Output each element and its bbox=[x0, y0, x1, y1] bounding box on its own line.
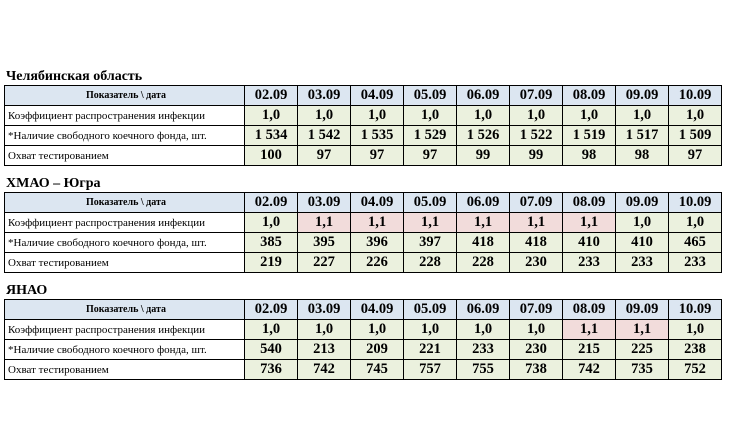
region-section-yanao bbox=[4, 283, 722, 380]
header-label-cell: Показатель \ дата bbox=[5, 86, 245, 106]
value-cell: 1,0 bbox=[351, 106, 404, 126]
date-cell: 04.09 bbox=[351, 86, 404, 106]
value-cell: 1 535 bbox=[351, 126, 404, 146]
date-cell: 03.09 bbox=[298, 193, 351, 213]
row-label: Коэффициент распространения инфекции bbox=[5, 106, 245, 126]
value-cell: 209 bbox=[351, 340, 404, 360]
region-title: Челябинская область bbox=[6, 69, 143, 84]
value-cell: 1,1 bbox=[616, 320, 669, 340]
region-section-chelyabinsk bbox=[4, 69, 722, 166]
value-cell: 1,0 bbox=[245, 320, 298, 340]
date-cell: 10.09 bbox=[669, 193, 722, 213]
region-title: ЯНАО bbox=[6, 283, 48, 298]
row-label: Охват тестированием bbox=[5, 146, 245, 166]
value-cell: 736 bbox=[245, 360, 298, 380]
value-cell: 97 bbox=[298, 146, 351, 166]
value-cell: 98 bbox=[563, 146, 616, 166]
header-label-cell: Показатель \ дата bbox=[5, 300, 245, 320]
value-cell: 228 bbox=[404, 253, 457, 273]
value-cell: 233 bbox=[616, 253, 669, 273]
date-cell: 07.09 bbox=[510, 300, 563, 320]
date-cell: 05.09 bbox=[404, 193, 457, 213]
value-cell: 1,0 bbox=[616, 213, 669, 233]
value-cell: 1,0 bbox=[351, 320, 404, 340]
date-cell: 04.09 bbox=[351, 300, 404, 320]
row-label: *Наличие свободного коечного фонда, шт. bbox=[5, 233, 245, 253]
value-cell: 418 bbox=[457, 233, 510, 253]
value-cell: 742 bbox=[563, 360, 616, 380]
value-cell: 1,0 bbox=[298, 106, 351, 126]
value-cell: 1 526 bbox=[457, 126, 510, 146]
row-label: *Наличие свободного коечного фонда, шт. bbox=[5, 340, 245, 360]
value-cell: 1,0 bbox=[669, 106, 722, 126]
value-cell: 225 bbox=[616, 340, 669, 360]
value-cell: 1 542 bbox=[298, 126, 351, 146]
row-label: *Наличие свободного коечного фонда, шт. bbox=[5, 126, 245, 146]
value-cell: 752 bbox=[669, 360, 722, 380]
row-label: Коэффициент распространения инфекции bbox=[5, 320, 245, 340]
date-cell: 07.09 bbox=[510, 193, 563, 213]
value-cell: 742 bbox=[298, 360, 351, 380]
region-section-khmao bbox=[4, 176, 722, 273]
value-cell: 233 bbox=[457, 340, 510, 360]
date-cell: 07.09 bbox=[510, 86, 563, 106]
value-cell: 1 517 bbox=[616, 126, 669, 146]
table-row bbox=[5, 213, 722, 233]
value-cell: 227 bbox=[298, 253, 351, 273]
value-cell: 1,0 bbox=[404, 106, 457, 126]
table-header-row bbox=[5, 300, 722, 320]
value-cell: 98 bbox=[616, 146, 669, 166]
value-cell: 1 534 bbox=[245, 126, 298, 146]
value-cell: 418 bbox=[510, 233, 563, 253]
date-cell: 03.09 bbox=[298, 300, 351, 320]
date-cell: 05.09 bbox=[404, 86, 457, 106]
table-header-row bbox=[5, 193, 722, 213]
value-cell: 1,0 bbox=[510, 320, 563, 340]
value-cell: 99 bbox=[510, 146, 563, 166]
region-table bbox=[4, 299, 722, 380]
value-cell: 1,0 bbox=[669, 320, 722, 340]
value-cell: 97 bbox=[669, 146, 722, 166]
value-cell: 97 bbox=[404, 146, 457, 166]
row-label: Охват тестированием bbox=[5, 360, 245, 380]
value-cell: 385 bbox=[245, 233, 298, 253]
value-cell: 410 bbox=[616, 233, 669, 253]
value-cell: 1,0 bbox=[457, 106, 510, 126]
value-cell: 97 bbox=[351, 146, 404, 166]
value-cell: 1,1 bbox=[404, 213, 457, 233]
value-cell: 1,0 bbox=[563, 106, 616, 126]
value-cell: 233 bbox=[669, 253, 722, 273]
value-cell: 215 bbox=[563, 340, 616, 360]
value-cell: 1 522 bbox=[510, 126, 563, 146]
header-label-cell: Показатель \ дата bbox=[5, 193, 245, 213]
value-cell: 397 bbox=[404, 233, 457, 253]
value-cell: 1 529 bbox=[404, 126, 457, 146]
date-cell: 02.09 bbox=[245, 193, 298, 213]
value-cell: 396 bbox=[351, 233, 404, 253]
value-cell: 1,1 bbox=[298, 213, 351, 233]
value-cell: 228 bbox=[457, 253, 510, 273]
table-row bbox=[5, 106, 722, 126]
table-row bbox=[5, 340, 722, 360]
value-cell: 230 bbox=[510, 340, 563, 360]
date-cell: 05.09 bbox=[404, 300, 457, 320]
value-cell: 1,1 bbox=[351, 213, 404, 233]
value-cell: 1,0 bbox=[245, 106, 298, 126]
date-cell: 06.09 bbox=[457, 300, 510, 320]
value-cell: 1 509 bbox=[669, 126, 722, 146]
date-cell: 08.09 bbox=[563, 193, 616, 213]
row-label: Коэффициент распространения инфекции bbox=[5, 213, 245, 233]
date-cell: 08.09 bbox=[563, 86, 616, 106]
table-header-row bbox=[5, 86, 722, 106]
date-cell: 06.09 bbox=[457, 193, 510, 213]
value-cell: 745 bbox=[351, 360, 404, 380]
value-cell: 395 bbox=[298, 233, 351, 253]
value-cell: 757 bbox=[404, 360, 457, 380]
value-cell: 1,0 bbox=[404, 320, 457, 340]
value-cell: 738 bbox=[510, 360, 563, 380]
region-table bbox=[4, 192, 722, 273]
value-cell: 230 bbox=[510, 253, 563, 273]
value-cell: 755 bbox=[457, 360, 510, 380]
value-cell: 238 bbox=[669, 340, 722, 360]
value-cell: 1,1 bbox=[510, 213, 563, 233]
date-cell: 06.09 bbox=[457, 86, 510, 106]
date-cell: 09.09 bbox=[616, 193, 669, 213]
date-cell: 10.09 bbox=[669, 300, 722, 320]
value-cell: 540 bbox=[245, 340, 298, 360]
date-cell: 09.09 bbox=[616, 300, 669, 320]
table-row bbox=[5, 360, 722, 380]
region-title: ХМАО – Югра bbox=[6, 176, 101, 191]
date-cell: 04.09 bbox=[351, 193, 404, 213]
region-table bbox=[4, 85, 722, 166]
value-cell: 221 bbox=[404, 340, 457, 360]
value-cell: 100 bbox=[245, 146, 298, 166]
value-cell: 233 bbox=[563, 253, 616, 273]
value-cell: 1,0 bbox=[669, 213, 722, 233]
date-cell: 02.09 bbox=[245, 86, 298, 106]
value-cell: 465 bbox=[669, 233, 722, 253]
date-cell: 09.09 bbox=[616, 86, 669, 106]
date-cell: 10.09 bbox=[669, 86, 722, 106]
date-cell: 02.09 bbox=[245, 300, 298, 320]
table-row bbox=[5, 126, 722, 146]
date-cell: 03.09 bbox=[298, 86, 351, 106]
value-cell: 1,0 bbox=[298, 320, 351, 340]
value-cell: 1 519 bbox=[563, 126, 616, 146]
table-row bbox=[5, 233, 722, 253]
value-cell: 735 bbox=[616, 360, 669, 380]
value-cell: 1,1 bbox=[457, 213, 510, 233]
value-cell: 219 bbox=[245, 253, 298, 273]
date-cell: 08.09 bbox=[563, 300, 616, 320]
value-cell: 1,0 bbox=[510, 106, 563, 126]
value-cell: 1,0 bbox=[457, 320, 510, 340]
table-row bbox=[5, 253, 722, 273]
value-cell: 99 bbox=[457, 146, 510, 166]
value-cell: 1,1 bbox=[563, 213, 616, 233]
value-cell: 213 bbox=[298, 340, 351, 360]
table-row bbox=[5, 320, 722, 340]
row-label: Охват тестированием bbox=[5, 253, 245, 273]
value-cell: 226 bbox=[351, 253, 404, 273]
table-row bbox=[5, 146, 722, 166]
value-cell: 1,1 bbox=[563, 320, 616, 340]
value-cell: 410 bbox=[563, 233, 616, 253]
value-cell: 1,0 bbox=[245, 213, 298, 233]
value-cell: 1,0 bbox=[616, 106, 669, 126]
